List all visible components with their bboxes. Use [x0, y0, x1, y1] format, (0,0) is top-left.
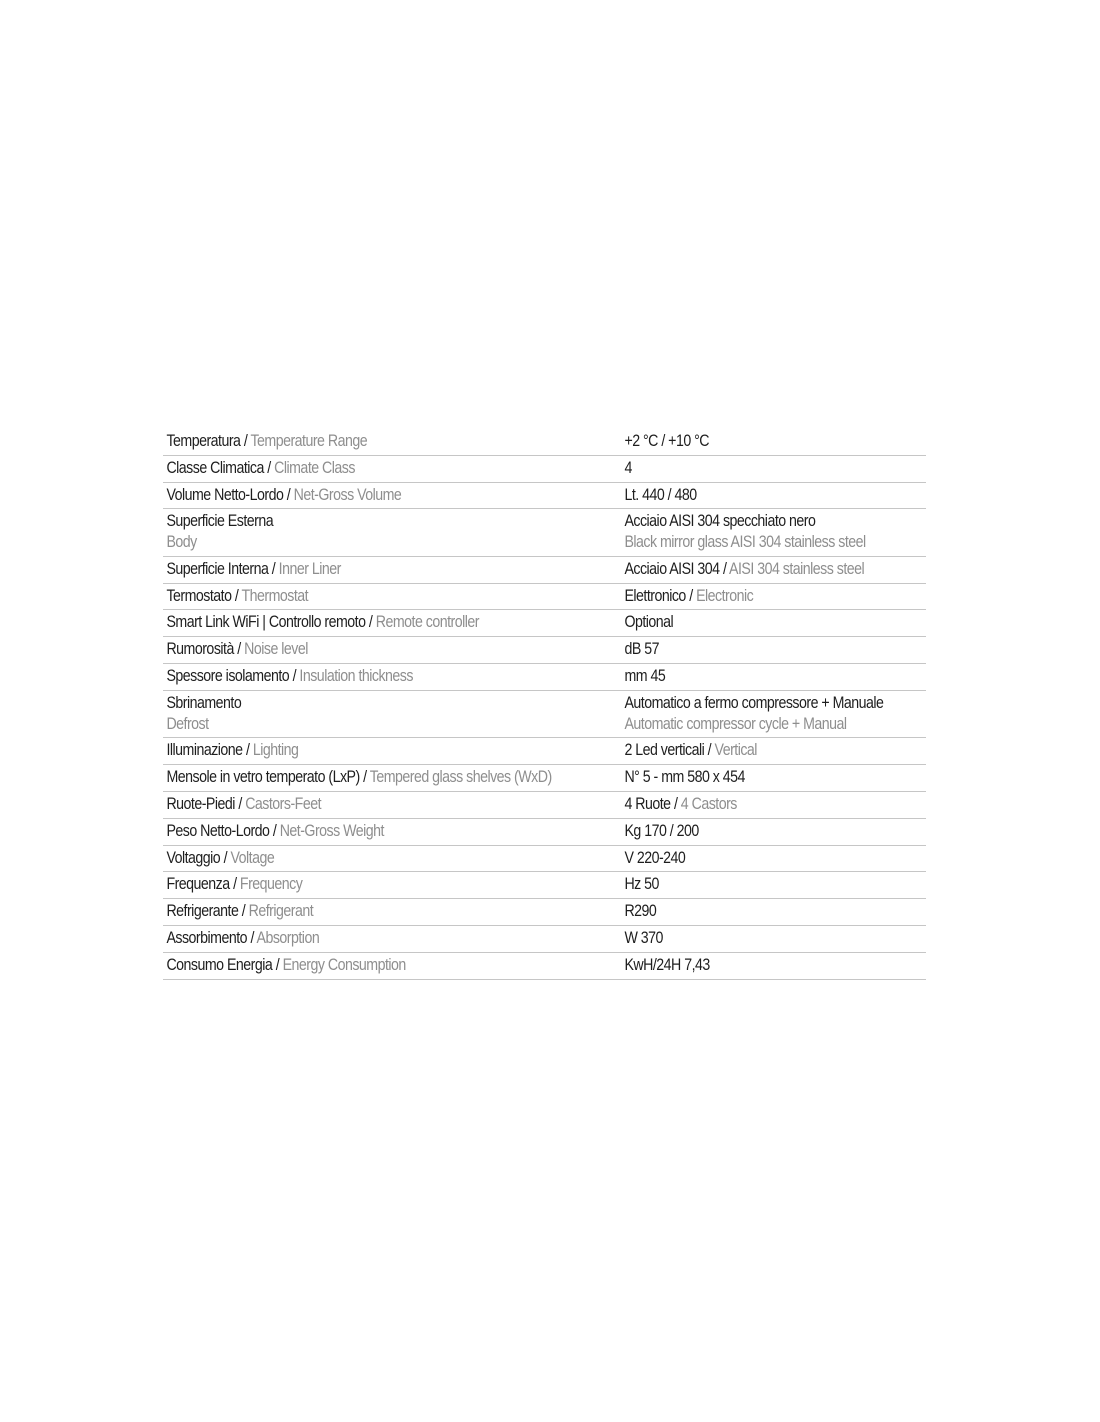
- label-italian: Consumo Energia: [166, 955, 273, 974]
- spec-value: [621, 429, 883, 455]
- spec-row-weight: [163, 819, 926, 846]
- label-english: Voltage: [230, 848, 275, 867]
- spec-label: [163, 846, 557, 872]
- spec-value: [621, 664, 883, 690]
- label-english: Refrigerant: [248, 902, 314, 921]
- spec-value: [621, 899, 883, 925]
- value-english: Vertical: [714, 741, 757, 760]
- value-italian: Acciaio AISI 304 specchiato nero: [624, 512, 816, 531]
- spec-label: [163, 456, 557, 482]
- label-separator: /: [240, 432, 251, 450]
- value-italian: V 220-240: [624, 848, 686, 867]
- label-italian: Mensole in vetro temperato (LxP): [166, 768, 360, 787]
- value-italian: W 370: [624, 928, 663, 947]
- spec-value: [621, 584, 883, 610]
- value-english: Automatic compressor cycle + Manual: [624, 714, 847, 733]
- label-english: Temperature Range: [250, 432, 368, 450]
- value-italian: 4: [624, 458, 632, 477]
- label-separator: /: [238, 902, 249, 921]
- label-english: Thermostat: [241, 586, 309, 605]
- label-italian: Rumorosità: [166, 640, 234, 659]
- spec-label: [163, 429, 557, 455]
- spec-label: [163, 819, 557, 845]
- label-italian: Assorbimento: [166, 928, 248, 947]
- value-italian: Acciaio AISI 304: [624, 559, 720, 578]
- label-english: Remote controller: [375, 613, 479, 632]
- value-italian: KwH/24H 7,43: [624, 955, 710, 974]
- value-italian: N° 5 - mm 580 x 454: [624, 768, 745, 787]
- label-english: Energy Consumption: [282, 955, 406, 974]
- label-english: Tempered glass shelves (WxD): [369, 768, 552, 787]
- label-english: Net-Gross Weight: [279, 821, 384, 840]
- spec-value: [621, 765, 883, 791]
- value-italian: dB 57: [624, 640, 659, 659]
- spec-value: [621, 483, 883, 509]
- value-english: Electronic: [696, 586, 754, 605]
- label-separator: /: [268, 559, 279, 578]
- spec-row-climate-class: [163, 456, 926, 483]
- spec-row-insulation: [163, 664, 926, 691]
- label-english: Inner Liner: [278, 559, 341, 578]
- spec-label: [163, 899, 557, 925]
- spec-row-castors: [163, 792, 926, 819]
- label-separator: /: [242, 741, 253, 760]
- label-separator: /: [229, 875, 240, 894]
- spec-value: [621, 953, 883, 979]
- spec-row-shelves: [163, 765, 926, 792]
- label-italian: Smart Link WiFi | Controllo remoto: [166, 613, 366, 632]
- label-italian: Spessore isolamento: [166, 667, 290, 686]
- label-italian: Refrigerante: [166, 902, 239, 921]
- spec-value: [621, 872, 883, 898]
- label-italian: Volume Netto-Lordo: [166, 485, 284, 504]
- value-italian: Automatico a fermo compressore + Manuale: [624, 693, 884, 712]
- value-italian: Hz 50: [624, 875, 659, 894]
- value-separator: /: [670, 794, 681, 813]
- spec-label: [163, 557, 557, 583]
- spec-label: [163, 926, 557, 952]
- spec-row-lighting: [163, 738, 926, 765]
- spec-value: [621, 610, 883, 636]
- spec-value: [621, 691, 883, 738]
- label-italian: Temperatura: [166, 432, 241, 450]
- spec-value: [621, 819, 883, 845]
- spec-value: [621, 557, 883, 583]
- spec-label: [163, 738, 557, 764]
- label-english: Insulation thickness: [299, 667, 413, 686]
- value-italian: 4 Ruote: [624, 794, 671, 813]
- spec-row-energy-consumption: [163, 953, 926, 980]
- spec-row-voltage: [163, 846, 926, 873]
- label-english: Absorption: [256, 928, 320, 947]
- label-italian: Ruote-Piedi: [166, 794, 235, 813]
- spec-label: [163, 610, 557, 636]
- spec-label: [163, 637, 557, 663]
- spec-row-inner-liner: [163, 557, 926, 584]
- label-italian: Classe Climatica: [166, 458, 264, 477]
- value-italian: Lt. 440 / 480: [624, 485, 697, 504]
- label-english: Net-Gross Volume: [293, 485, 402, 504]
- spec-label: [163, 509, 557, 556]
- spec-row-thermostat: [163, 584, 926, 611]
- label-separator: /: [231, 586, 242, 605]
- value-separator: /: [719, 559, 730, 578]
- spec-label: [163, 765, 557, 791]
- label-english: Body: [166, 533, 197, 552]
- spec-row-noise-level: [163, 637, 926, 664]
- value-italian: Elettronico: [624, 586, 686, 605]
- spec-value: [621, 456, 883, 482]
- value-italian: Kg 170 / 200: [624, 821, 699, 840]
- spec-value: [621, 926, 883, 952]
- label-separator: /: [272, 955, 283, 974]
- label-separator: /: [263, 458, 275, 477]
- spec-label: [163, 792, 557, 818]
- label-italian: Voltaggio: [166, 848, 221, 867]
- spec-label: [163, 664, 557, 690]
- spec-row-temperature: [163, 429, 926, 456]
- value-italian: +2 °C / +10 °C: [624, 432, 710, 450]
- spec-row-frequency: [163, 872, 926, 899]
- label-separator: /: [359, 768, 370, 787]
- spec-label: [163, 691, 557, 738]
- label-separator: /: [283, 485, 294, 504]
- spec-label: [163, 953, 557, 979]
- spec-row-volume: [163, 483, 926, 510]
- spec-label: [163, 483, 557, 509]
- label-italian: Termostato: [166, 586, 232, 605]
- label-english: Defrost: [166, 714, 209, 733]
- label-english: Noise level: [244, 640, 308, 659]
- label-italian: Superficie Interna: [166, 559, 269, 578]
- spec-value: [621, 792, 883, 818]
- value-italian: R290: [624, 902, 657, 921]
- label-english: Lighting: [252, 741, 299, 760]
- value-separator: /: [704, 741, 715, 760]
- spec-value: [621, 846, 883, 872]
- value-italian: mm 45: [624, 667, 666, 686]
- label-english: Castors-Feet: [245, 794, 322, 813]
- value-english: 4 Castors: [680, 794, 737, 813]
- label-italian: Illuminazione: [166, 741, 243, 760]
- label-separator: /: [220, 848, 231, 867]
- label-english: Frequency: [239, 875, 303, 894]
- spec-row-body: [163, 509, 926, 557]
- spec-row-remote-controller: [163, 610, 926, 637]
- label-italian: Sbrinamento: [166, 693, 242, 712]
- value-italian: 2 Led verticali: [624, 741, 705, 760]
- value-separator: /: [685, 586, 697, 605]
- specifications-table: [163, 429, 926, 980]
- label-english: Climate Class: [274, 458, 355, 477]
- label-italian: Superficie Esterna: [166, 512, 274, 531]
- value-english: AISI 304 stainless steel: [729, 559, 865, 578]
- value-english: Black mirror glass AISI 304 stainless steel: [624, 533, 866, 552]
- spec-value: [621, 637, 883, 663]
- spec-row-refrigerant: [163, 899, 926, 926]
- spec-label: [163, 584, 557, 610]
- label-italian: Frequenza: [166, 875, 230, 894]
- label-separator: /: [233, 640, 245, 659]
- spec-value: [621, 738, 883, 764]
- spec-row-absorption: [163, 926, 926, 953]
- label-separator: /: [289, 667, 300, 686]
- spec-row-defrost: [163, 691, 926, 739]
- label-separator: /: [234, 794, 246, 813]
- spec-value: [621, 509, 883, 556]
- label-italian: Peso Netto-Lordo: [166, 821, 270, 840]
- label-separator: /: [247, 928, 257, 947]
- label-separator: /: [365, 613, 376, 632]
- label-separator: /: [269, 821, 280, 840]
- value-italian: Optional: [624, 613, 674, 632]
- spec-label: [163, 872, 557, 898]
